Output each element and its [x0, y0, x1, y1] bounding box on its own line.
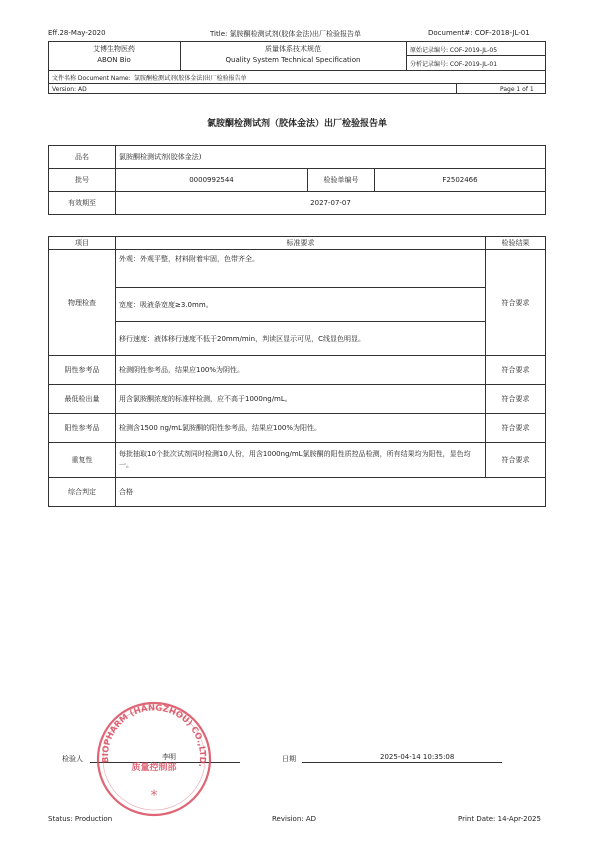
date-label: 日期 — [282, 755, 296, 763]
row-label: 阳性参考品 — [49, 414, 116, 443]
row-requirement: 检测含1500 ng/mL氯胺酮的阳性参考品，结果应100%为阳性。 — [116, 414, 486, 443]
col-header-standard: 标准要求 — [116, 237, 486, 250]
effective-date: Eff.28-May-2020 — [48, 29, 106, 37]
revision: Revision: AD — [272, 815, 317, 823]
print-date: Print Date: 14-Apr-2025 — [458, 815, 541, 823]
product-label: 品名 — [49, 146, 116, 169]
page-number: Page 1 of 1 — [500, 86, 534, 93]
record-value: F2502466 — [375, 169, 546, 192]
row-result: 符合要求 — [486, 414, 546, 443]
appearance-req-2: 宽度：吸液条宽度≥3.0mm。 — [116, 288, 486, 322]
row-label: 重复性 — [49, 443, 116, 478]
document-name: 氯胺酮检测试剂(胶体金法)出厂检验报告单 — [134, 75, 247, 82]
row-result: 符合要求 — [486, 385, 546, 414]
company-name-en: ABON Bio — [97, 56, 131, 64]
svg-text:BIOPHARM (HANGZHOU) CO.,LTD.: BIOPHARM (HANGZHOU) CO.,LTD. — [100, 703, 208, 768]
department-en: Quality System Technical Specification — [225, 56, 361, 64]
appearance-result: 符合要求 — [486, 250, 546, 356]
sign-date: 2025-04-14 10:35:08 — [380, 753, 455, 761]
product-info-table — [48, 145, 546, 215]
conclusion-label: 综合判定 — [49, 478, 116, 507]
appearance-req-1: 外观：外观平整，材料附着牢固，色带齐全。 — [116, 250, 486, 288]
row-label: 阴性参考品 — [49, 356, 116, 385]
document-number: Document#: COF-2018-JL-01 — [428, 29, 530, 37]
appearance-req-3: 移行速度：液体移行速度不低于20mm/min，判读区显示可见，C线显色明显。 — [116, 322, 486, 356]
row-requirement: 用含氯胺酮浓度的标准样检测，应不高于1000ng/mL。 — [116, 385, 486, 414]
row-result: 符合要求 — [486, 443, 546, 478]
lot-value: 0000992544 — [116, 169, 308, 192]
expiry-label: 有效期至 — [49, 192, 116, 215]
col-header-result: 检验结果 — [486, 237, 546, 250]
test-results-table — [48, 236, 546, 507]
company-seal-icon — [95, 700, 213, 818]
col-header-item: 项目 — [49, 237, 116, 250]
product-value: 氯胺酮检测试剂(胶体金法) — [116, 146, 546, 169]
row-requirement: 检测阴性参考品，结果应100%为阴性。 — [116, 356, 486, 385]
department-cn: 质量体系技术规范 — [265, 45, 321, 53]
company-name-cn: 艾博生物医药 — [93, 45, 135, 53]
record-label: 检验单编号 — [308, 169, 375, 192]
row-label: 最低检出量 — [49, 385, 116, 414]
appearance-label: 物理检查 — [49, 250, 116, 356]
conclusion-value: 合格 — [116, 478, 546, 507]
status: Status: Production — [48, 815, 113, 823]
inspector-label: 检验人 — [62, 755, 83, 763]
inspector-signature: 李明 — [162, 753, 176, 761]
version: Version: AD — [52, 86, 87, 93]
row-result: 符合要求 — [486, 356, 546, 385]
doc-title-top: Title: 氯胺酮检测试剂(胶体金法)出厂检验报告单 — [210, 30, 362, 38]
report-title: 氯胺酮检测试剂（胶体金法）出厂检验报告单 — [206, 119, 387, 129]
svg-text:质量控制部: 质量控制部 — [131, 763, 177, 773]
lot-label: 批号 — [49, 169, 116, 192]
document-name-label: 文件名称 Document Name: — [52, 75, 131, 82]
expiry-value: 2027-07-07 — [116, 192, 546, 215]
reference-1: 原始记录编号: COF-2019-JL-05 — [410, 47, 498, 54]
svg-text:*: * — [150, 788, 158, 804]
reference-2: 分析记录编号: COF-2019-JL-01 — [410, 61, 498, 68]
row-requirement: 每批抽取10个批次试剂同时检测10人份，用含1000ng/mL氯胺酮的阳性质控品检测，所有结果均为阳性，显色均一。 — [116, 443, 486, 478]
